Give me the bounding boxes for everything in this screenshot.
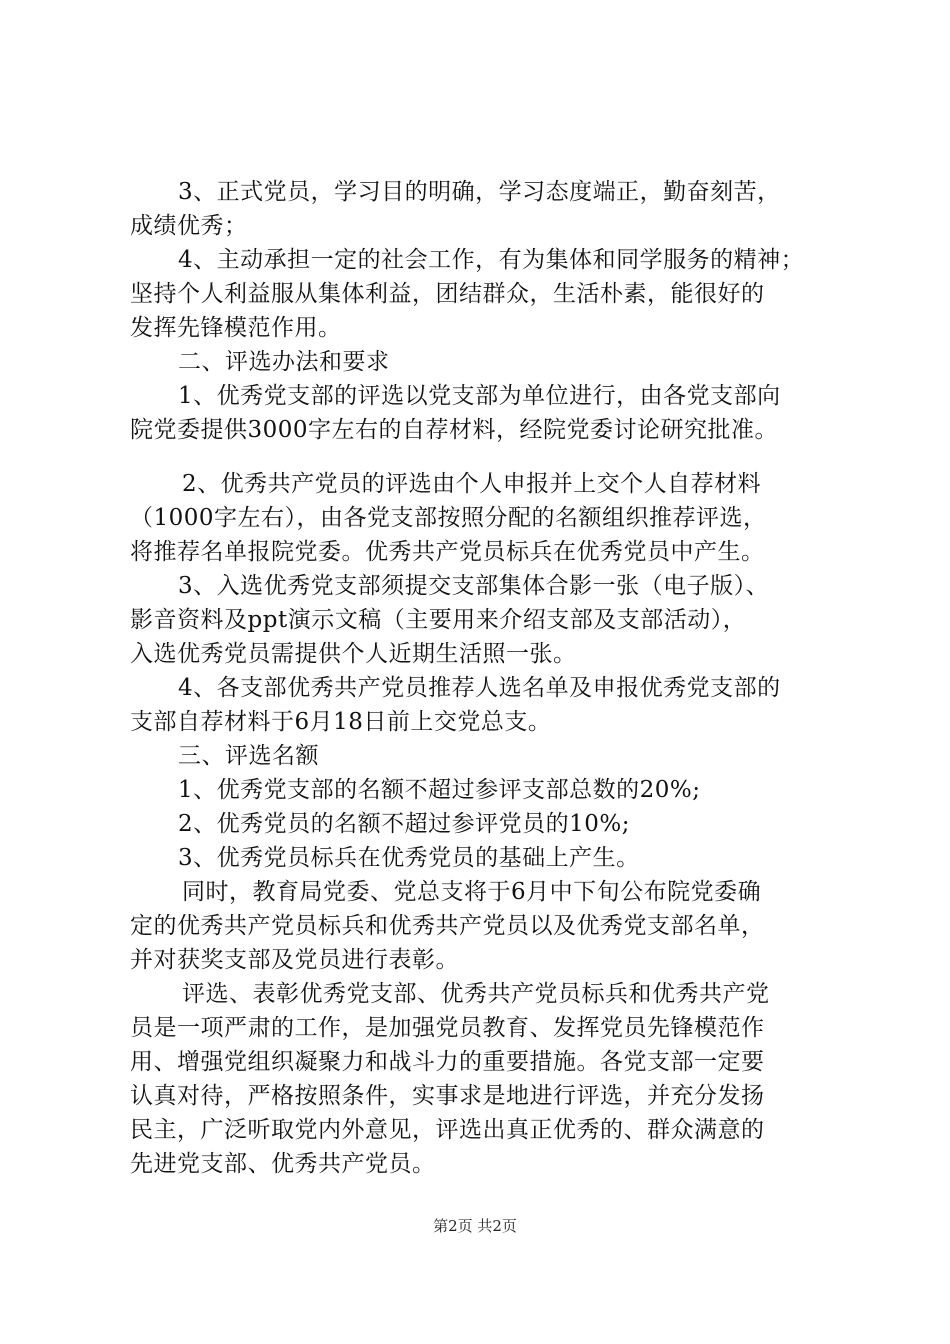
text-line: 3、优秀党员标兵在优秀党员的基础上产生。 bbox=[178, 845, 640, 871]
text-line: 将推荐名单报院党委。优秀共产党员标兵在优秀党员中产生。 bbox=[130, 539, 765, 565]
text-line: 1、优秀党支部的评选以党支部为单位进行，由各党支部向 bbox=[178, 383, 781, 409]
text-line: 入选优秀党员需提供个人近期生活照一张。 bbox=[130, 641, 577, 667]
text-line: 用、增强党组织凝聚力和战斗力的重要措施。各党支部一定要 bbox=[130, 1049, 765, 1075]
text-line: （1000字左右），由各党支部按照分配的名额组织推荐评选， bbox=[130, 505, 767, 531]
text-line: 2、优秀共产党员的评选由个人申报并上交个人自荐材料 bbox=[182, 471, 762, 497]
text-line: 发挥先锋模范作用。 bbox=[130, 315, 342, 341]
text-line: 3、正式党员，学习目的明确，学习态度端正，勤奋刻苦， bbox=[178, 179, 781, 205]
text-line: 员是一项严肃的工作，是加强党员教育、发挥党员先锋模范作 bbox=[130, 1015, 765, 1041]
text-line: 院党委提供3000字左右的自荐材料，经院党委讨论研究批准。 bbox=[130, 417, 779, 443]
text-line: 先进党支部、优秀共产党员。 bbox=[130, 1151, 436, 1177]
text-line: 同时，教育局党委、党总支将于6月中下旬公布院党委确 bbox=[182, 879, 762, 905]
text-line: 民主，广泛听取党内外意见，评选出真正优秀的、群众满意的 bbox=[130, 1117, 765, 1143]
text-line: 1、优秀党支部的名额不超过参评支部总数的20%; bbox=[178, 777, 701, 803]
text-line: 定的优秀共产党员标兵和优秀共产党员以及优秀党支部名单， bbox=[130, 913, 765, 939]
text-line: 4、各支部优秀共产党员推荐人选名单及申报优秀党支部的 bbox=[178, 675, 781, 701]
text-line: 坚持个人利益服从集体利益，团结群众，生活朴素，能很好的 bbox=[130, 281, 765, 307]
section-heading: 三、评选名额 bbox=[178, 743, 319, 769]
text-line: 2、优秀党员的名额不超过参评党员的10%; bbox=[178, 811, 631, 837]
text-line: 并对获奖支部及党员进行表彰。 bbox=[130, 947, 459, 973]
text-line: 4、主动承担一定的社会工作，有为集体和同学服务的精神； bbox=[178, 247, 805, 273]
text-line: 认真对待，严格按照条件，实事求是地进行评选，并充分发扬 bbox=[130, 1083, 765, 1109]
text-line: 成绩优秀； bbox=[130, 213, 248, 239]
page-footer: 第2页 共2页 bbox=[433, 1217, 517, 1235]
text-line: 评选、表彰优秀党支部、优秀共产党员标兵和优秀共产党 bbox=[182, 981, 770, 1007]
text-line: 影音资料及ppt演示文稿（主要用来介绍支部及支部活动）， bbox=[130, 607, 747, 633]
text-line: 3、入选优秀党支部须提交支部集体合影一张（电子版）、 bbox=[178, 573, 770, 599]
section-heading: 二、评选办法和要求 bbox=[178, 349, 390, 375]
text-line: 支部自荐材料于6月18日前上交党总支。 bbox=[130, 709, 552, 735]
